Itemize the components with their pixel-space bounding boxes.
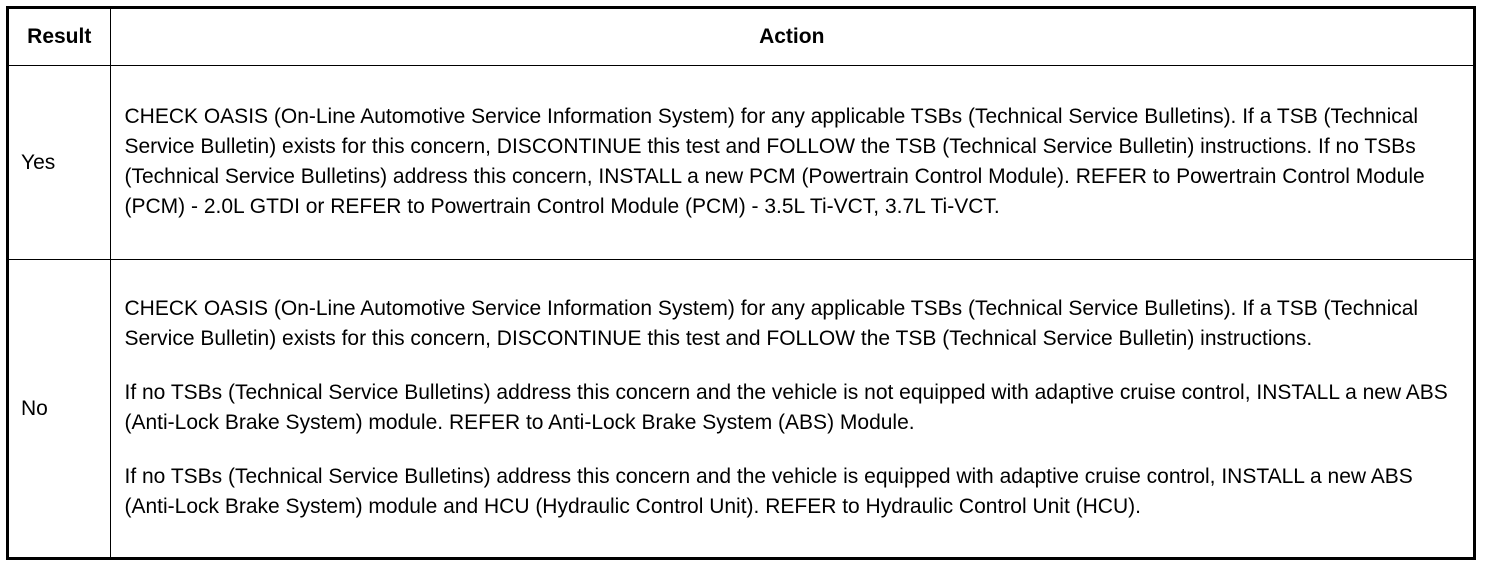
table-row-yes bbox=[9, 66, 1473, 260]
action-cell-no bbox=[110, 260, 1473, 558]
action-paragraph: If no TSBs (Technical Service Bulletins) address this concern and the vehicle is not equipped with adaptive cruise control, INSTALL a new ABS (Anti-Lock Brake System) module. REFER to Anti-Lock Brake System (ABS) Module. bbox=[124, 380, 1448, 434]
result-cell-yes: Yes bbox=[9, 66, 110, 260]
result-action-table bbox=[9, 9, 1473, 557]
header-row bbox=[9, 9, 1473, 66]
result-cell-no: No bbox=[9, 260, 110, 558]
action-paragraph: CHECK OASIS (On-Line Automotive Service Information System) for any applicable TSBs (Technical Service Bulletins). If a TSB (Technical Service Bulletin) exists for this concern, DISCONTINUE this test and FOLLOW the TSB (Technical Service Bulletin) instructions. bbox=[124, 296, 1419, 350]
table-row-no bbox=[9, 260, 1473, 558]
header-action: Action bbox=[110, 9, 1473, 66]
action-paragraph: If no TSBs (Technical Service Bulletins) address this concern and the vehicle is equipped with adaptive cruise control, INSTALL a new ABS (Anti-Lock Brake System) module and HCU (Hydraulic Control Unit). REFER to Hydraulic Control Unit (HCU). bbox=[124, 464, 1413, 518]
header-result: Result bbox=[9, 9, 110, 66]
action-paragraph: CHECK OASIS (On-Line Automotive Service Information System) for any applicable TSBs (Technical Service Bulletins). If a TSB (Technical Service Bulletin) exists for this concern, DISCONTINUE this test and FOLLOW the TSB (Technical Service Bulletin) instructions. If no TSBs (Technical Service Bulletins) address this concern, INSTALL a new PCM (Powertrain Control Module). REFER to Powertrain Control Module (PCM) - 2.0L GTDI or REFER to Powertrain Control Module (PCM) - 3.5L Ti-VCT, 3.7L Ti-VCT. bbox=[124, 104, 1425, 218]
result-action-table-frame bbox=[6, 6, 1476, 560]
action-cell-yes bbox=[110, 66, 1473, 260]
